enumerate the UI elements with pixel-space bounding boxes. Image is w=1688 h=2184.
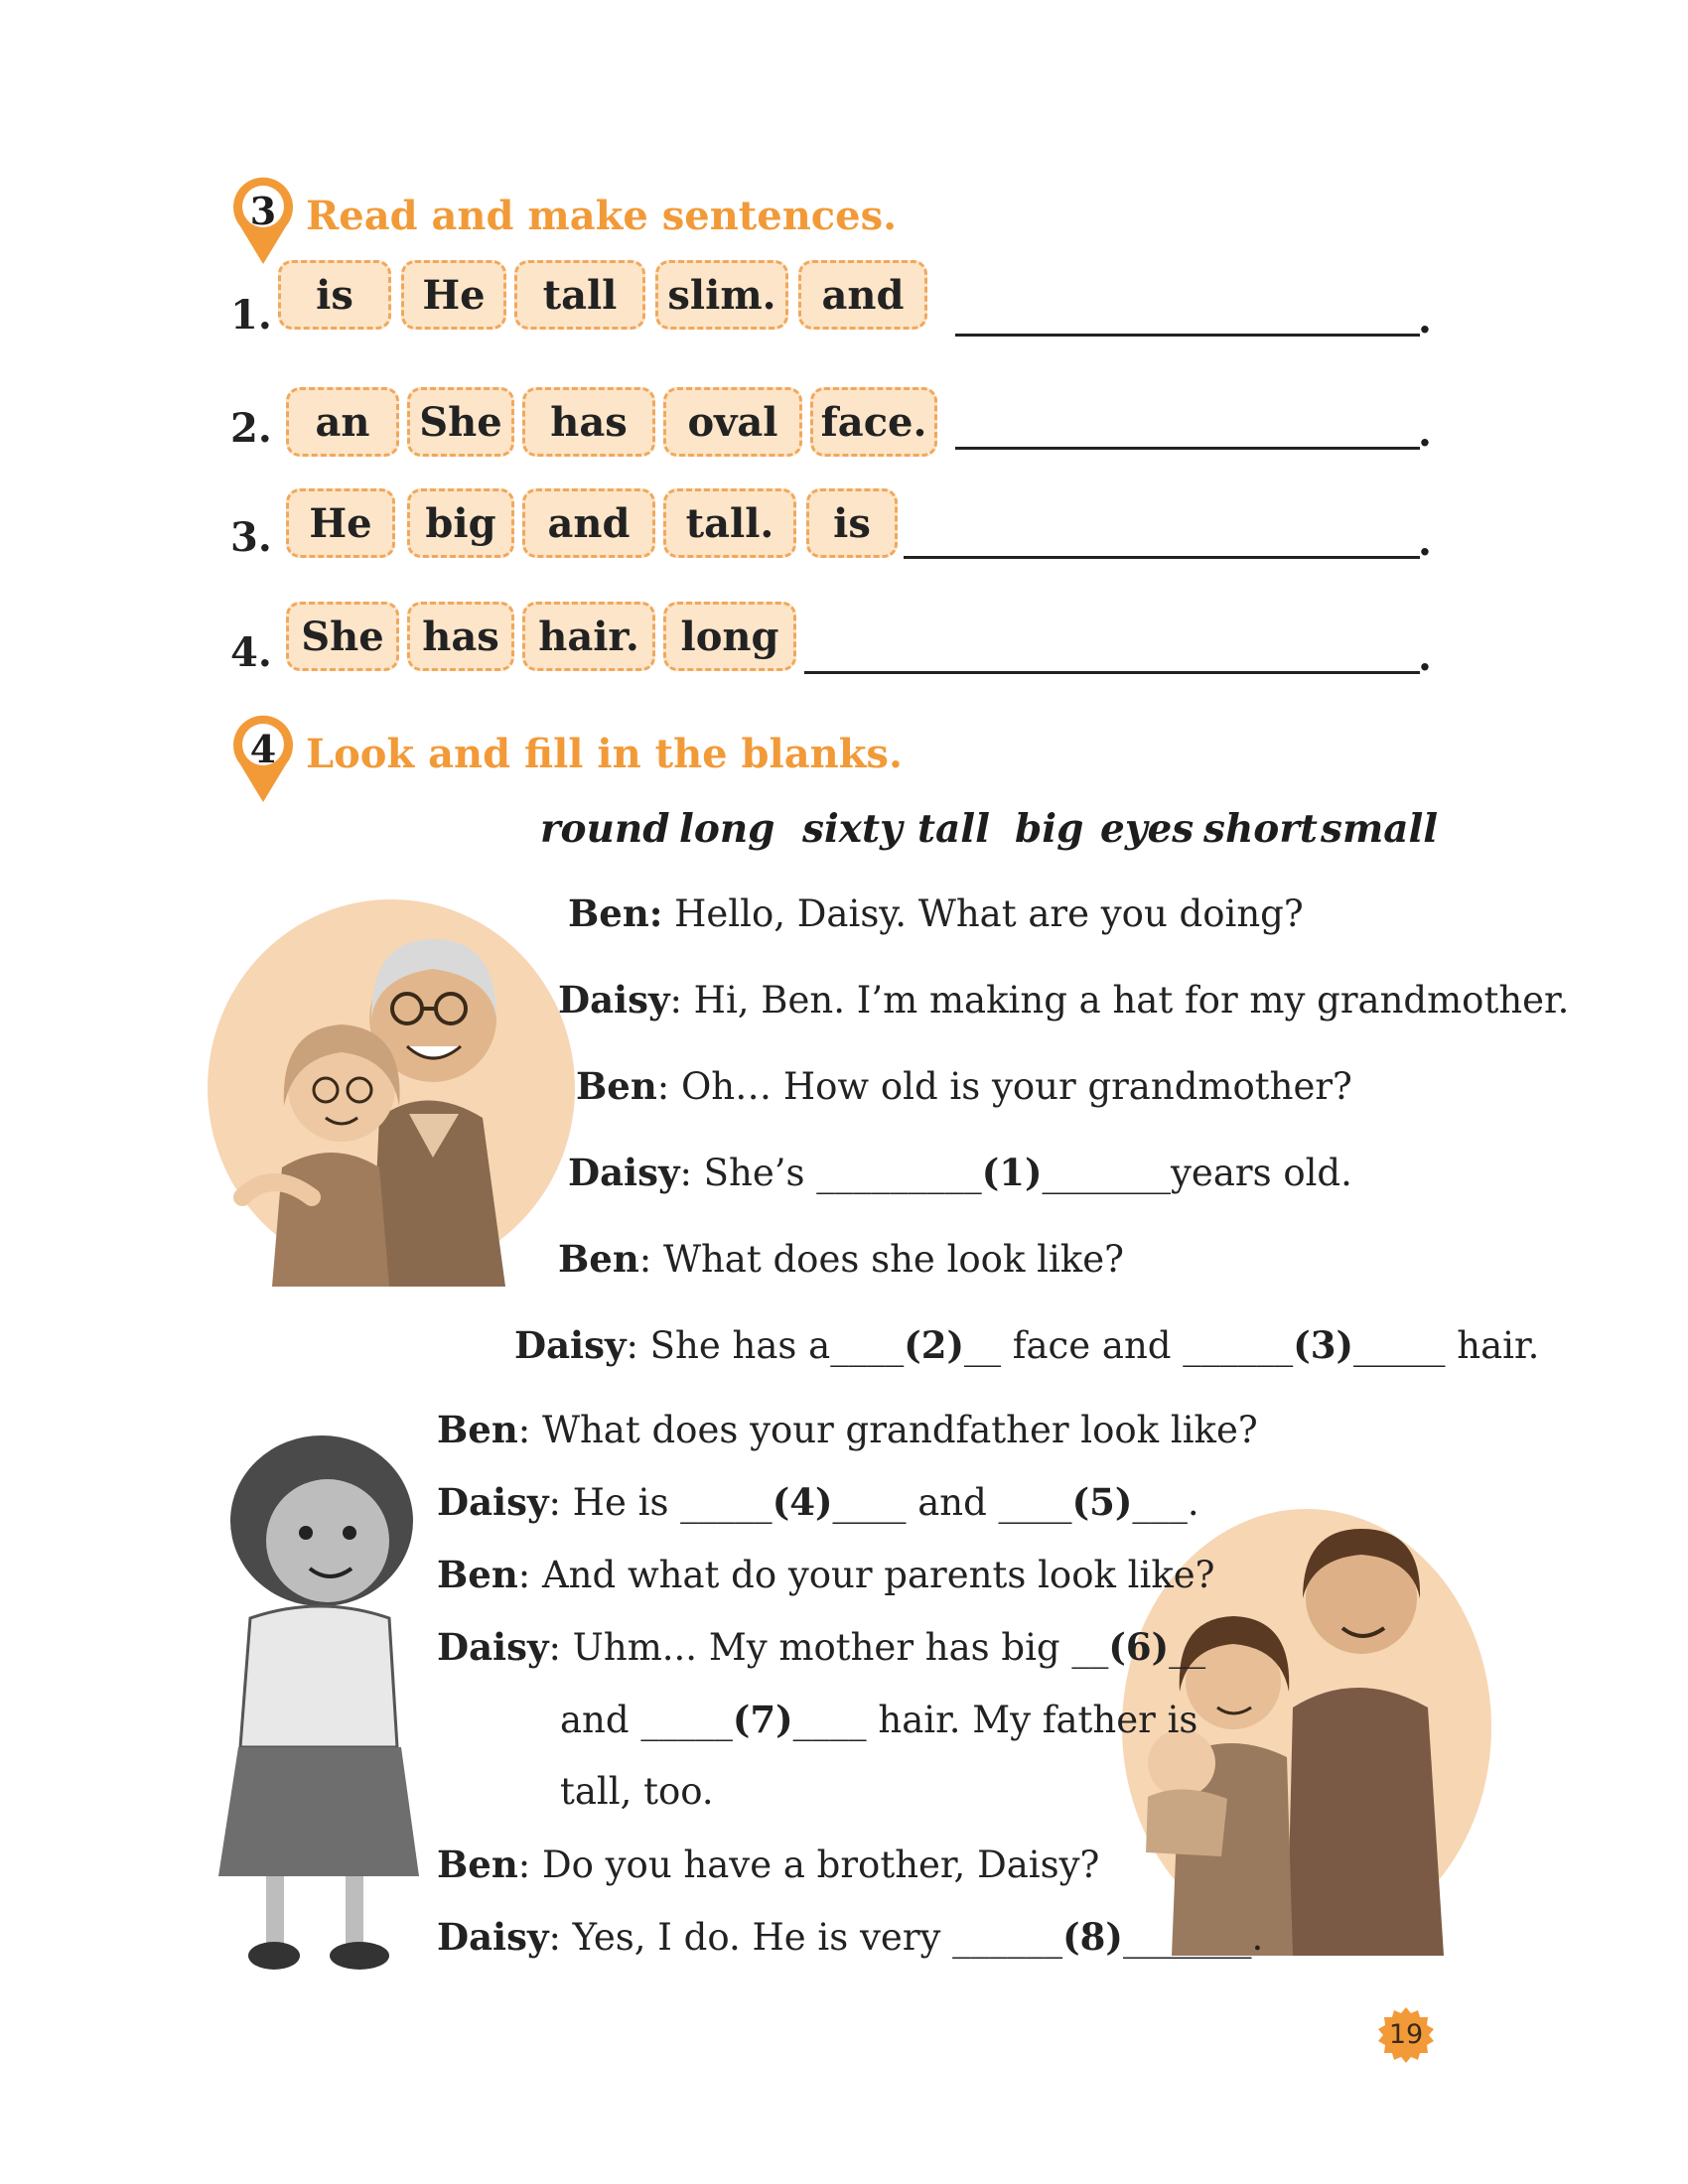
dialogue-line-8 <box>437 1480 1199 1524</box>
dialogue-text: : Yes, I do. He is very ______ <box>548 1916 1063 1959</box>
word-chip[interactable]: long <box>663 602 796 671</box>
dialogue-text: : What does your grandfather look like? <box>517 1409 1258 1451</box>
period: . <box>1418 518 1432 565</box>
blank-5[interactable]: (5) <box>1071 1480 1133 1524</box>
answer-line[interactable] <box>804 671 1420 674</box>
daisy-illustration <box>211 1430 429 1978</box>
dialogue-line-3 <box>576 1064 1352 1108</box>
word-chip[interactable]: is <box>278 260 391 330</box>
word-chip[interactable]: and <box>798 260 927 330</box>
blank-8[interactable]: (8) <box>1062 1915 1123 1959</box>
speaker: Daisy <box>568 1151 680 1194</box>
dialogue-line-9 <box>437 1553 1214 1596</box>
word-chip[interactable]: slim. <box>655 260 788 330</box>
word-chip[interactable]: and <box>522 488 655 558</box>
word-chip[interactable]: She <box>286 602 399 671</box>
answer-line[interactable] <box>955 334 1420 337</box>
period: . <box>1418 409 1432 456</box>
dialogue-line-2 <box>558 978 1569 1022</box>
blank-7[interactable]: (7) <box>732 1698 793 1741</box>
word-chip[interactable]: face. <box>810 387 937 457</box>
word-chip[interactable]: is <box>806 488 898 558</box>
speaker: Ben: <box>568 891 663 935</box>
speaker: Ben <box>558 1237 639 1281</box>
word-chip[interactable]: tall <box>514 260 645 330</box>
dialogue-text: : She has a____ <box>626 1324 905 1367</box>
blank-3[interactable]: (3) <box>1293 1323 1353 1367</box>
dialogue-text: : She’s _________ <box>679 1152 982 1194</box>
answer-line[interactable] <box>955 447 1420 450</box>
speaker: Daisy <box>514 1323 627 1367</box>
period: . <box>1418 296 1432 342</box>
section-4-title: Look and fill in the blanks. <box>306 731 903 777</box>
row-number: 4. <box>230 629 272 676</box>
dialogue-text: : What does she look like? <box>638 1238 1124 1281</box>
dialogue-text: : Uhm... My mother has big __ <box>548 1626 1109 1669</box>
word-chip[interactable]: He <box>286 488 395 558</box>
word-bank-item: small <box>1321 806 1439 852</box>
blank-2[interactable]: (2) <box>904 1323 964 1367</box>
word-bank-item: long <box>679 806 775 852</box>
word-chip[interactable]: big <box>407 488 514 558</box>
word-chip[interactable]: an <box>286 387 399 457</box>
word-chip[interactable]: She <box>407 387 514 457</box>
dialogue-line-7 <box>437 1408 1258 1451</box>
grandparents-illustration <box>203 870 580 1287</box>
word-chip[interactable]: has <box>407 602 514 671</box>
dialogue-text: : Hi, Ben. I’m making a hat for my grandmother. <box>669 979 1570 1022</box>
speaker: Ben <box>576 1064 657 1108</box>
sentence-row-4 <box>0 602 1688 691</box>
speaker: Daisy <box>437 1625 549 1669</box>
period: . <box>1418 633 1432 680</box>
sentence-row-2 <box>0 387 1688 477</box>
section-4-number: 4 <box>249 727 277 771</box>
speaker: Ben <box>437 1843 518 1886</box>
section-3-number: 3 <box>249 189 277 233</box>
speaker: Daisy <box>437 1915 549 1959</box>
dialogue-text: and _____ <box>560 1699 733 1741</box>
sentence-row-3 <box>0 488 1688 578</box>
speaker: Ben <box>437 1408 518 1451</box>
dialogue-text: _______years old. <box>1042 1152 1352 1194</box>
dialogue-text: _______. <box>1122 1916 1264 1959</box>
dialogue-text: __ <box>1169 1626 1206 1669</box>
dialogue-line-14 <box>437 1915 1263 1959</box>
dialogue-text: tall, too. <box>560 1770 714 1813</box>
blank-6[interactable]: (6) <box>1108 1625 1170 1669</box>
sentence-row-1 <box>0 260 1688 349</box>
word-chip[interactable]: hair. <box>522 602 655 671</box>
dialogue-text: : And what do your parents look like? <box>517 1554 1215 1596</box>
word-chip[interactable]: tall. <box>663 488 796 558</box>
dialogue-line-10 <box>437 1625 1205 1669</box>
row-number: 2. <box>230 405 272 452</box>
dialogue-line-11 <box>560 1698 1197 1741</box>
speaker: Daisy <box>437 1480 549 1524</box>
speaker: Ben <box>437 1553 518 1596</box>
dialogue-text: : Do you have a brother, Daisy? <box>517 1843 1100 1886</box>
word-bank-item: short <box>1203 806 1318 852</box>
dialogue-text: __ face and ______ <box>963 1324 1294 1367</box>
word-chip[interactable]: oval <box>663 387 802 457</box>
word-bank <box>0 806 1688 856</box>
page-number <box>1376 2005 1436 2065</box>
dialogue-text: ____ hair. My father is <box>792 1699 1198 1741</box>
dialogue-line-4 <box>568 1151 1352 1194</box>
speaker: Daisy <box>558 978 670 1022</box>
dialogue-line-1 <box>568 891 1304 935</box>
word-bank-item: sixty <box>802 806 903 852</box>
word-bank-item: eyes <box>1100 806 1195 852</box>
page-number-text: 19 <box>1388 2019 1424 2050</box>
section-3-title: Read and make sentences. <box>306 193 898 239</box>
word-bank-item: round <box>540 806 670 852</box>
dialogue-line-6 <box>514 1323 1539 1367</box>
word-chip[interactable]: has <box>522 387 655 457</box>
dialogue-line-5 <box>558 1237 1124 1281</box>
dialogue-line-13 <box>437 1843 1099 1886</box>
dialogue-text: Hello, Daisy. What are you doing? <box>662 892 1304 935</box>
row-number: 3. <box>230 514 272 561</box>
dialogue-text: : Oh… How old is your grandmother? <box>656 1065 1352 1108</box>
dialogue-text: _____ hair. <box>1352 1324 1540 1367</box>
blank-1[interactable]: (1) <box>981 1151 1043 1194</box>
dialogue-text: ____ and ____ <box>832 1481 1072 1524</box>
word-bank-item: tall <box>917 806 990 852</box>
answer-line[interactable] <box>904 556 1420 559</box>
row-number: 1. <box>230 292 272 339</box>
dialogue-text: : He is _____ <box>548 1481 773 1524</box>
word-chip[interactable]: He <box>401 260 506 330</box>
dialogue-text: ___. <box>1132 1481 1199 1524</box>
dialogue-line-12 <box>560 1770 714 1813</box>
blank-4[interactable]: (4) <box>772 1480 833 1524</box>
word-bank-item: big <box>1015 806 1084 852</box>
